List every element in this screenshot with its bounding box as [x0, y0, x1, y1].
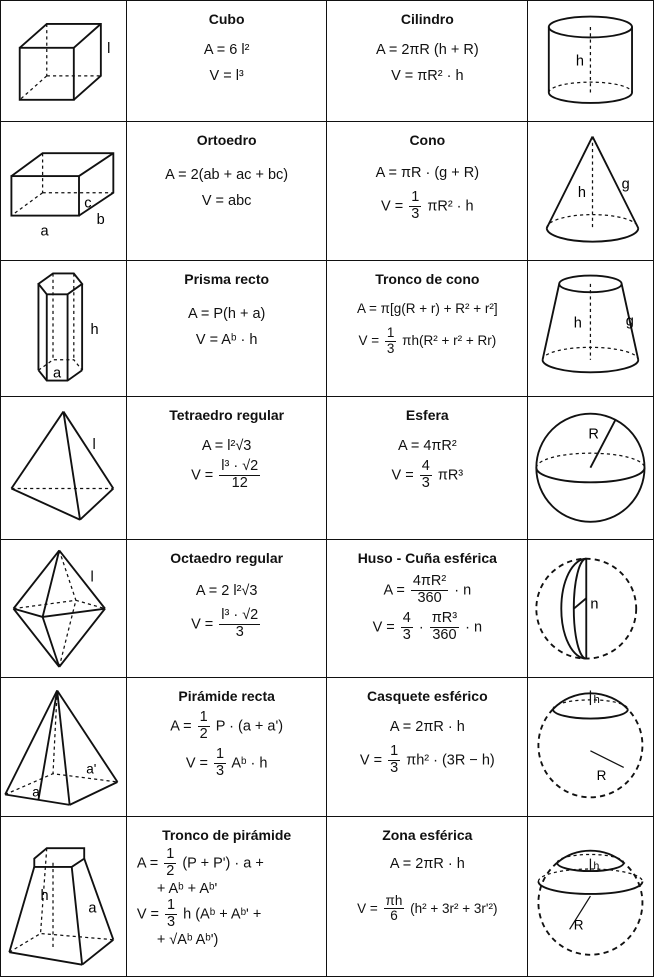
spherical-cap-figure-cell [528, 678, 654, 817]
frustum-cone-volume-formula: V = $\frac{1}{3}$ πh(R² + r² + Rr) [358, 324, 497, 356]
frustum-cone-figure-cell [528, 261, 654, 397]
frustum-pyramid-formulas [126, 817, 327, 976]
spherical-wedge-figure-cell [528, 539, 654, 677]
spherical-zone-height-label: h [593, 861, 600, 873]
prism-volume-formula: V = Aᵇ · h [195, 332, 258, 349]
prism-formulas [126, 261, 327, 397]
tetrahedron-figure [1, 397, 126, 538]
spherical-cap-title: Casquete esférico [367, 688, 488, 705]
pyramid-apothem-label: a' [86, 761, 97, 777]
octahedron-formulas [126, 539, 327, 677]
cylinder-formulas [327, 1, 528, 122]
spherical-cap-height-label: h [593, 694, 601, 707]
table-row [1, 397, 654, 539]
frustum-pyramid-volume-formula: V = $\frac{1}{3}$ h (Aᵇ + Aᵇ' + [136, 897, 262, 931]
cuboid-title: Ortoedro [196, 131, 257, 148]
sphere-area-formula: A = 4πR² [397, 438, 457, 455]
cone-height-label: h [578, 184, 587, 201]
cone-volume-formula: V = $\frac{1}{3}$ πR² · h [381, 188, 474, 222]
octahedron-edge-label: l [90, 569, 94, 586]
cube-title: Cubo [208, 11, 245, 27]
frustum-pyramid-figure-cell [1, 817, 127, 976]
cuboid-area-formula: A = 2(ab + ac + bc) [165, 166, 289, 183]
cube-formulas [126, 1, 327, 122]
frustum-pyramid-height-label: h [40, 888, 49, 905]
cone-figure [528, 122, 653, 260]
pyramid-title: Pirámide recta [178, 688, 275, 705]
spherical-wedge-angle-label: n [590, 596, 599, 613]
table-row [1, 121, 654, 260]
prism-height-label: h [90, 321, 99, 338]
frustum-cone-slant-label: g [625, 313, 635, 330]
frustum-pyramid-apothem-label: a [88, 901, 97, 918]
sphere-radius-label: R [588, 426, 600, 443]
cuboid-edge-a-label: a [40, 223, 49, 240]
tetrahedron-figure-cell [1, 397, 127, 539]
cylinder-figure [528, 1, 653, 121]
spherical-zone-figure-cell [528, 817, 654, 976]
frustum-pyramid-figure [1, 817, 126, 975]
spherical-zone-volume-formula: V = $\frac{\pi h}{6}$ (h² + 3r² + 3r'²) [357, 892, 498, 924]
octahedron-volume-formula: V = $\frac{\text{l³ · √2}}{3}$ [191, 606, 259, 640]
octahedron-area-formula: A = 2 l²√3 [195, 582, 258, 599]
prism-title: Prisma recto [184, 271, 270, 287]
spherical-zone-area-formula: A = 2πR · h [389, 856, 465, 873]
table-row [1, 539, 654, 677]
frustum-pyramid-area-formula: A = $\frac{1}{2}$ (P + P') · a + [136, 846, 264, 880]
cylinder-height-label: h [576, 53, 585, 70]
frustum-cone-formulas [327, 261, 528, 397]
pyramid-figure [1, 678, 126, 816]
pyramid-formulas [126, 678, 327, 817]
pyramid-volume-formula: V = $\frac{1}{3}$ Aᵇ · h [185, 745, 268, 779]
spherical-zone-title: Zona esférica [382, 827, 473, 844]
frustum-pyramid-area-continuation: + Aᵇ + Aᵇ' [156, 881, 218, 898]
frustum-cone-figure [528, 261, 653, 396]
cube-volume-formula: V = l³ [209, 68, 244, 85]
tetrahedron-formulas [126, 397, 327, 539]
sphere-title: Esfera [405, 407, 449, 424]
spherical-wedge-formulas [327, 539, 528, 677]
cuboid-figure [1, 122, 126, 260]
tetrahedron-edge-label: l [92, 437, 96, 454]
frustum-cone-height-label: h [573, 315, 583, 332]
table-row [1, 678, 654, 817]
cylinder-volume-formula: V = πR² · h [391, 68, 464, 85]
pyramid-area-formula: A = $\frac{1}{2}$ P · (a + a') [170, 709, 284, 742]
spherical-zone-formulas [327, 817, 528, 976]
spherical-wedge-area-formula: A = $\frac{\text{4πR²}}{360}$ · n [383, 572, 472, 606]
cone-area-formula: A = πR · (g + R) [375, 164, 480, 181]
tetrahedron-title: Tetraedro regular [169, 407, 285, 424]
spherical-cap-figure [528, 678, 653, 816]
cylinder-title: Cilindro [400, 11, 454, 27]
spherical-zone-figure [528, 817, 653, 975]
cone-figure-cell [528, 121, 654, 260]
spherical-cap-area-formula: A = 2πR · h [389, 719, 465, 736]
frustum-cone-area-formula: A = π[g(R + r) + R² + r²] [357, 301, 498, 316]
cuboid-formulas [126, 121, 327, 260]
sphere-volume-formula: V = $\frac{4}{3}$ πR³ [391, 458, 464, 492]
cone-title: Cono [409, 131, 446, 148]
cuboid-volume-formula: V = abc [201, 192, 252, 209]
tetrahedron-volume-formula: V = $\frac{\text{l³ · √2}}{12}$ [191, 458, 259, 492]
octahedron-title: Octaedro regular [170, 549, 284, 566]
prism-figure [1, 261, 126, 396]
cuboid-figure-cell [1, 121, 127, 260]
sphere-formulas [327, 397, 528, 539]
cube-area-formula: A = 6 l² [203, 42, 250, 58]
tetrahedron-area-formula: A = l²√3 [201, 438, 252, 455]
cone-formulas [327, 121, 528, 260]
pyramid-figure-cell [1, 678, 127, 817]
spherical-wedge-volume-formula: V = $\frac{4}{3}$ · $\frac{\text{πR³}}{360}$ · n [372, 609, 483, 643]
cube-edge-label: l [107, 41, 111, 58]
cylinder-figure-cell [528, 1, 654, 122]
cube-figure-cell [1, 1, 127, 122]
table-row [1, 261, 654, 397]
cuboid-edge-b-label: b [96, 211, 105, 228]
prism-apothem-label: a [53, 365, 62, 382]
frustum-pyramid-title: Tronco de pirámide [162, 827, 292, 844]
spherical-zone-radius-label: R [573, 917, 584, 933]
spherical-wedge-figure [528, 540, 653, 677]
cone-slant-label: g [621, 176, 630, 193]
octahedron-figure-cell [1, 539, 127, 677]
prism-figure-cell [1, 261, 127, 397]
spherical-cap-volume-formula: V = $\frac{1}{3}$ πh² · (3R − h) [359, 743, 495, 777]
spherical-wedge-title: Huso - Cuña esférica [357, 549, 497, 566]
cuboid-edge-c-label: c [84, 194, 92, 211]
table-row [1, 1, 654, 122]
cylinder-area-formula: A = 2πR (h + R) [375, 42, 479, 58]
spherical-cap-radius-label: R [596, 767, 607, 783]
cube-figure [1, 1, 126, 121]
prism-area-formula: A = P(h + a) [187, 306, 266, 322]
spherical-cap-formulas [327, 678, 528, 817]
sphere-figure [528, 397, 653, 538]
sphere-figure-cell [528, 397, 654, 539]
frustum-cone-title: Tronco de cono [375, 271, 480, 287]
table-row [1, 817, 654, 976]
pyramid-edge-label: a [32, 784, 40, 800]
octahedron-figure [1, 540, 126, 677]
frustum-pyramid-volume-continuation: + √Aᵇ Aᵇ') [156, 932, 219, 949]
